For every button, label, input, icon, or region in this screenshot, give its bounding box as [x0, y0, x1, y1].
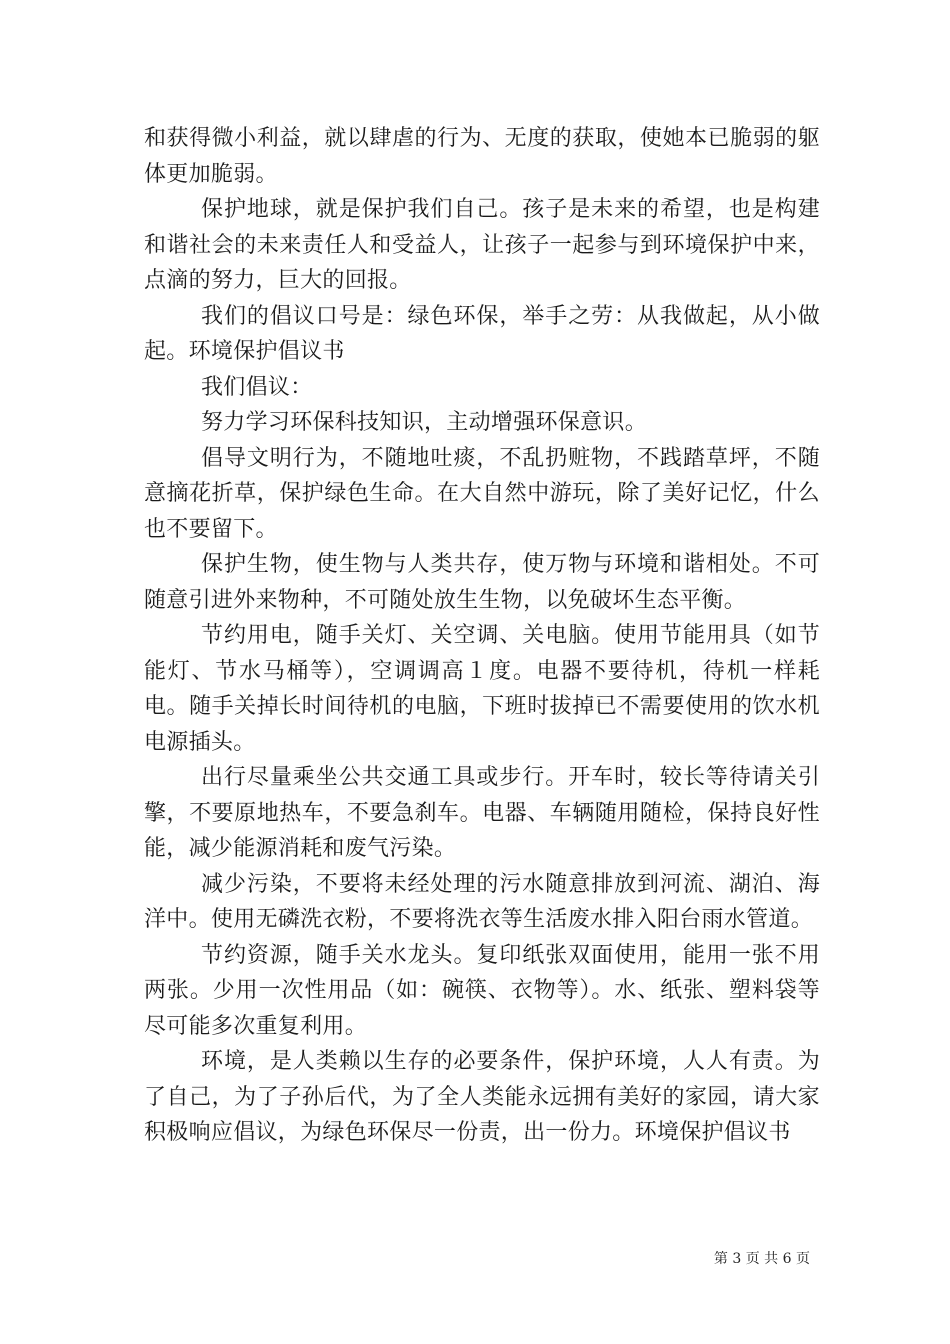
paragraph: 保护地球，就是保护我们自己。孩子是未来的希望，也是构建和谐社会的未来责任人和受益人，让孩子一起参与到环境保护中来，点滴的努力，巨大的回报。 [144, 197, 820, 293]
page-number-footer: 第 3 页 共 6 页 [713, 1251, 810, 1267]
paragraph: 节约资源，随手关水龙头。复印纸张双面使用，能用一张不用两张。少用一次性用品（如：碗筷、衣物等）。水、纸张、塑料袋等尽可能多次重复利用。 [144, 942, 820, 1039]
paragraph: 努力学习环保科技知识，主动增强环保意识。 [201, 410, 648, 435]
paragraph: 减少污染，不要将未经处理的污水随意排放到河流、湖泊、海洋中。使用无磷洗衣粉，不要将洗衣等生活废水排入阳台雨水管道。 [144, 871, 820, 932]
paragraph: 环境，是人类赖以生存的必要条件，保护环境，人人有责。为了自己，为了子孙后代，为了全人类能永远拥有美好的家园，请大家积极响应倡议，为绿色环保尽一份责，出一份力。环境保护倡议书 [144, 1049, 820, 1145]
paragraph: 节约用电，随手关灯、关空调、关电脑。使用节能用具（如节能灯、节水马桶等），空调调高１度。电器不要待机，待机一样耗电。随手关掉长时间待机的电脑，下班时拔掉已不需要使用的饮水机电源插头。 [144, 623, 820, 755]
paragraph: 和获得微小利益，就以肆虐的行为、无度的获取，使她本已脆弱的躯体更加脆弱。 [144, 126, 820, 187]
paragraph: 保护生物，使生物与人类共存，使万物与环境和谐相处。不可随意引进外来物种，不可随处放生生物，以免破坏生态平衡。 [144, 552, 820, 613]
paragraph: 倡导文明行为，不随地吐痰，不乱扔赃物，不践踏草坪，不随意摘花折草，保护绿色生命。在大自然中游玩，除了美好记忆，什么也不要留下。 [144, 445, 820, 542]
paragraph: 我们的倡议口号是：绿色环保，举手之劳：从我做起，从小做起。环境保护倡议书 [144, 303, 820, 364]
paragraph: 我们倡议： [201, 374, 313, 400]
document-body [144, 121, 820, 1151]
paragraph: 出行尽量乘坐公共交通工具或步行。开车时，较长等待请关引擎，不要原地热车，不要急刹车。电器、车辆随用随检，保持良好性能，减少能源消耗和废气污染。 [144, 765, 820, 861]
